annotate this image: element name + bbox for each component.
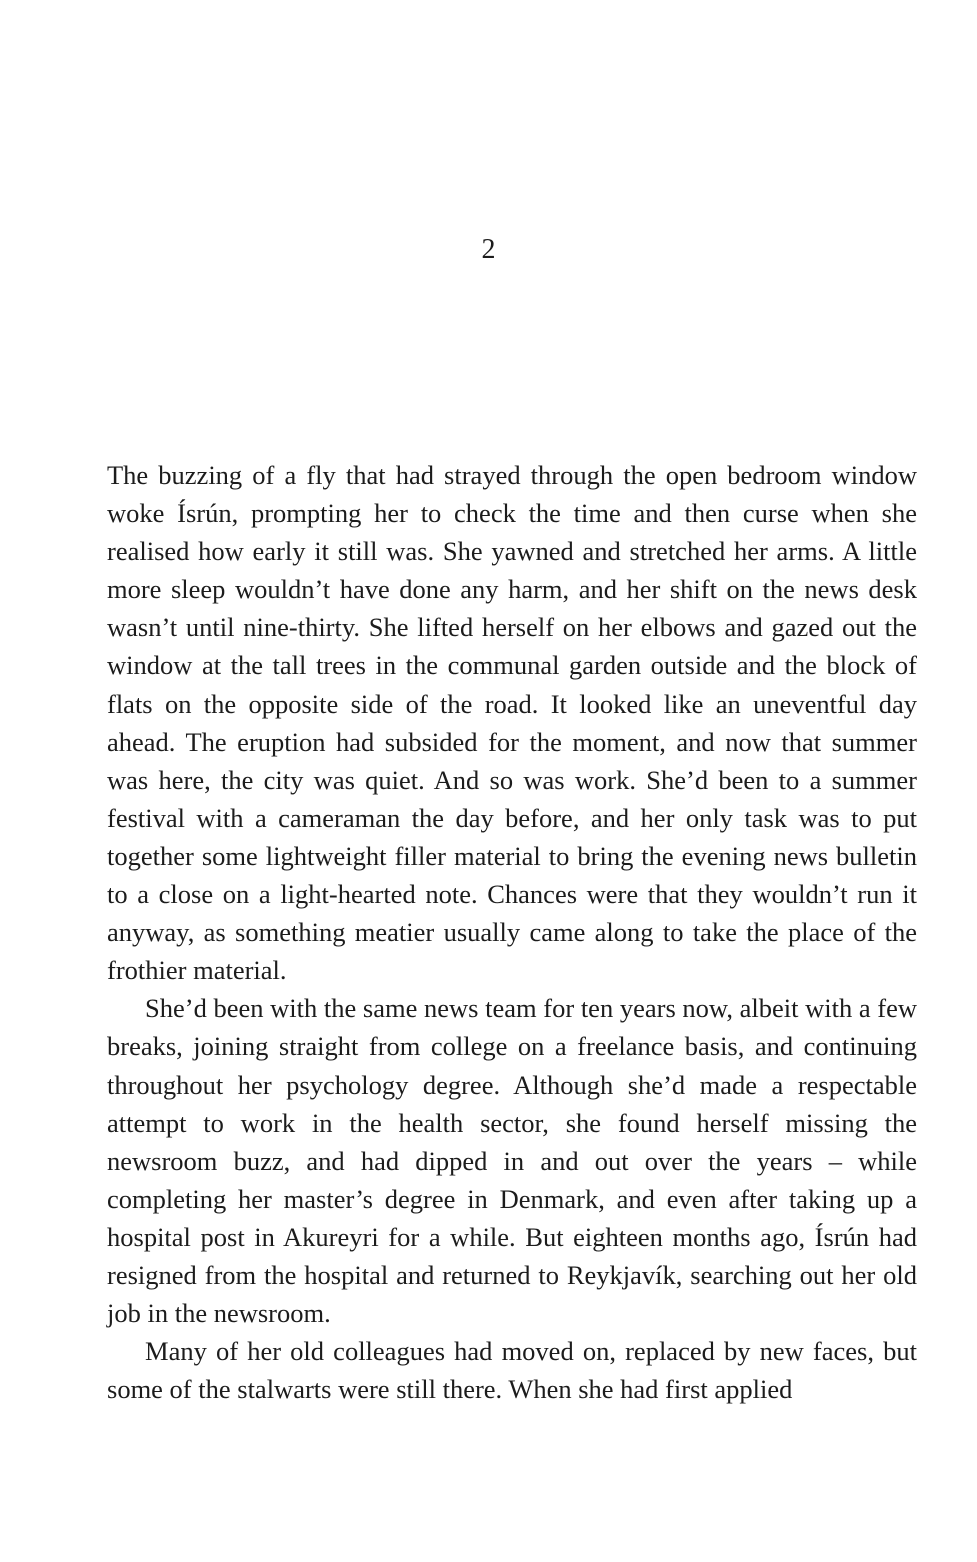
paragraph: Many of her old colleagues had moved on, replaced by new faces, but some of the stalwarts were still there. When she had first applied (107, 1336, 917, 1405)
chapter-number: 2 (481, 234, 496, 265)
paragraph: The buzzing of a fly that had strayed through the open bedroom window woke Ísrún, prompting her to check the time and then curse when she realised how early it still was. She yawned and stretched her arms. A little more sleep wouldn’t have done any harm, and her shift on the news desk wasn’t until nine-thirty. She lifted herself on her elbows and gazed out the window at the tall trees in the communal garden outside and the block of flats on the opposite side of the road. It looked like an uneventful day ahead. The eruption had subsided for the moment, and now that summer was here, the city was quiet. And so was work. She’d been to a summer festival with a cameraman the day before, and her only task was to put together some lightweight filler material to bring the evening news bulletin to a close on a light-hearted note. Chances were that they wouldn’t run it anyway, as something meatier usually came along to take the place of the frothier material. (107, 460, 917, 986)
chapter-body (107, 456, 917, 1408)
paragraph: She’d been with the same news team for ten years now, albeit with a few breaks, joining straight from college on a freelance basis, and continuing throughout her psychology degree. Although she’d made a respectable attempt to work in the health sector, she found herself missing the newsroom buzz, and had dipped in and out over the years – while completing her master’s degree in Denmark, and even after taking up a hospital post in Akureyri for a while. But eighteen months ago, Ísrún had resigned from the hospital and returned to Reykjavík, searching out her old job in the newsroom. (107, 993, 917, 1329)
